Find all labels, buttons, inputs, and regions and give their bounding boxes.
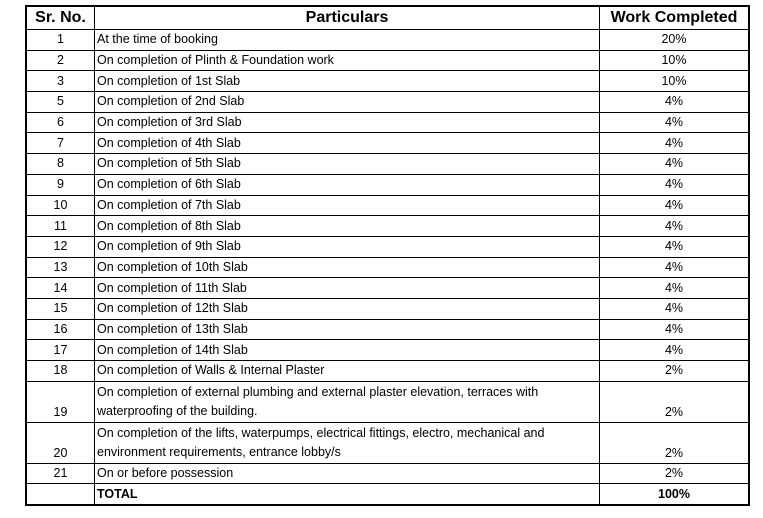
total-row xyxy=(27,484,749,505)
work-cell: 4% xyxy=(600,257,749,278)
work-cell: 4% xyxy=(600,236,749,257)
work-cell: 4% xyxy=(600,133,749,154)
table-row xyxy=(27,361,749,382)
sr-cell: 20 xyxy=(27,422,95,463)
table-row xyxy=(27,174,749,195)
table-row xyxy=(27,257,749,278)
table-row xyxy=(27,112,749,133)
table-row xyxy=(27,50,749,71)
total-sr-cell xyxy=(27,484,95,505)
particulars-cell: On completion of 7th Slab xyxy=(95,195,600,216)
total-label: TOTAL xyxy=(95,484,600,505)
sr-cell: 5 xyxy=(27,92,95,113)
table-row xyxy=(27,92,749,113)
table-row xyxy=(27,30,749,51)
sr-cell: 18 xyxy=(27,361,95,382)
table-row xyxy=(27,154,749,175)
total-value: 100% xyxy=(600,484,749,505)
work-cell: 4% xyxy=(600,195,749,216)
particulars-cell: On completion of 8th Slab xyxy=(95,216,600,237)
header-particulars: Particulars xyxy=(95,7,600,30)
work-cell: 4% xyxy=(600,174,749,195)
work-cell: 20% xyxy=(600,30,749,51)
table-row xyxy=(27,278,749,299)
table-row xyxy=(27,71,749,92)
work-cell: 10% xyxy=(600,71,749,92)
header-sr-no: Sr. No. xyxy=(27,7,95,30)
particulars-cell: On completion of 11th Slab xyxy=(95,278,600,299)
table-row xyxy=(27,236,749,257)
sr-cell: 3 xyxy=(27,71,95,92)
table-body xyxy=(27,30,749,505)
particulars-cell: On completion of 10th Slab xyxy=(95,257,600,278)
table-row xyxy=(27,381,749,422)
work-cell: 4% xyxy=(600,340,749,361)
work-cell: 2% xyxy=(600,381,749,422)
sr-cell: 15 xyxy=(27,298,95,319)
work-cell: 2% xyxy=(600,361,749,382)
sr-cell: 12 xyxy=(27,236,95,257)
work-cell: 4% xyxy=(600,92,749,113)
work-cell: 2% xyxy=(600,463,749,484)
table-row xyxy=(27,422,749,463)
table-row xyxy=(27,216,749,237)
particulars-cell: On completion of 6th Slab xyxy=(95,174,600,195)
payment-schedule xyxy=(26,6,748,505)
particulars-cell: On completion of the lifts, waterpumps, electrical fittings, electro, mechanical and environment requirements, entrance lobby/s xyxy=(95,422,600,463)
particulars-cell: On completion of 4th Slab xyxy=(95,133,600,154)
work-cell: 2% xyxy=(600,422,749,463)
sr-cell: 8 xyxy=(27,154,95,175)
sr-cell: 16 xyxy=(27,319,95,340)
particulars-cell: At the time of booking xyxy=(95,30,600,51)
sr-cell: 6 xyxy=(27,112,95,133)
particulars-cell: On or before possession xyxy=(95,463,600,484)
particulars-cell: On completion of 3rd Slab xyxy=(95,112,600,133)
particulars-cell: On completion of 5th Slab xyxy=(95,154,600,175)
header-work-completed: Work Completed xyxy=(600,7,749,30)
work-cell: 4% xyxy=(600,112,749,133)
sr-cell: 2 xyxy=(27,50,95,71)
particulars-cell: On completion of Walls & Internal Plaster xyxy=(95,361,600,382)
work-cell: 4% xyxy=(600,216,749,237)
sr-cell: 9 xyxy=(27,174,95,195)
work-cell: 4% xyxy=(600,298,749,319)
sr-cell: 10 xyxy=(27,195,95,216)
particulars-cell: On completion of 2nd Slab xyxy=(95,92,600,113)
header-row xyxy=(27,7,749,30)
sr-cell: 21 xyxy=(27,463,95,484)
table-row xyxy=(27,298,749,319)
particulars-cell: On completion of Plinth & Foundation work xyxy=(95,50,600,71)
sr-cell: 13 xyxy=(27,257,95,278)
sr-cell: 11 xyxy=(27,216,95,237)
particulars-cell: On completion of 9th Slab xyxy=(95,236,600,257)
table-row xyxy=(27,195,749,216)
table-row xyxy=(27,463,749,484)
sr-cell: 7 xyxy=(27,133,95,154)
particulars-cell: On completion of 14th Slab xyxy=(95,340,600,361)
work-cell: 10% xyxy=(600,50,749,71)
sr-cell: 14 xyxy=(27,278,95,299)
work-cell: 4% xyxy=(600,154,749,175)
table-row xyxy=(27,319,749,340)
work-cell: 4% xyxy=(600,319,749,340)
particulars-cell: On completion of external plumbing and external plaster elevation, terraces with waterproofing of the building. xyxy=(95,381,600,422)
work-cell: 4% xyxy=(600,278,749,299)
table-row xyxy=(27,133,749,154)
table-row xyxy=(27,340,749,361)
particulars-cell: On completion of 12th Slab xyxy=(95,298,600,319)
particulars-cell: On completion of 13th Slab xyxy=(95,319,600,340)
particulars-cell: On completion of 1st Slab xyxy=(95,71,600,92)
sr-cell: 1 xyxy=(27,30,95,51)
sr-cell: 17 xyxy=(27,340,95,361)
sr-cell: 19 xyxy=(27,381,95,422)
payment-schedule-table xyxy=(26,6,749,505)
